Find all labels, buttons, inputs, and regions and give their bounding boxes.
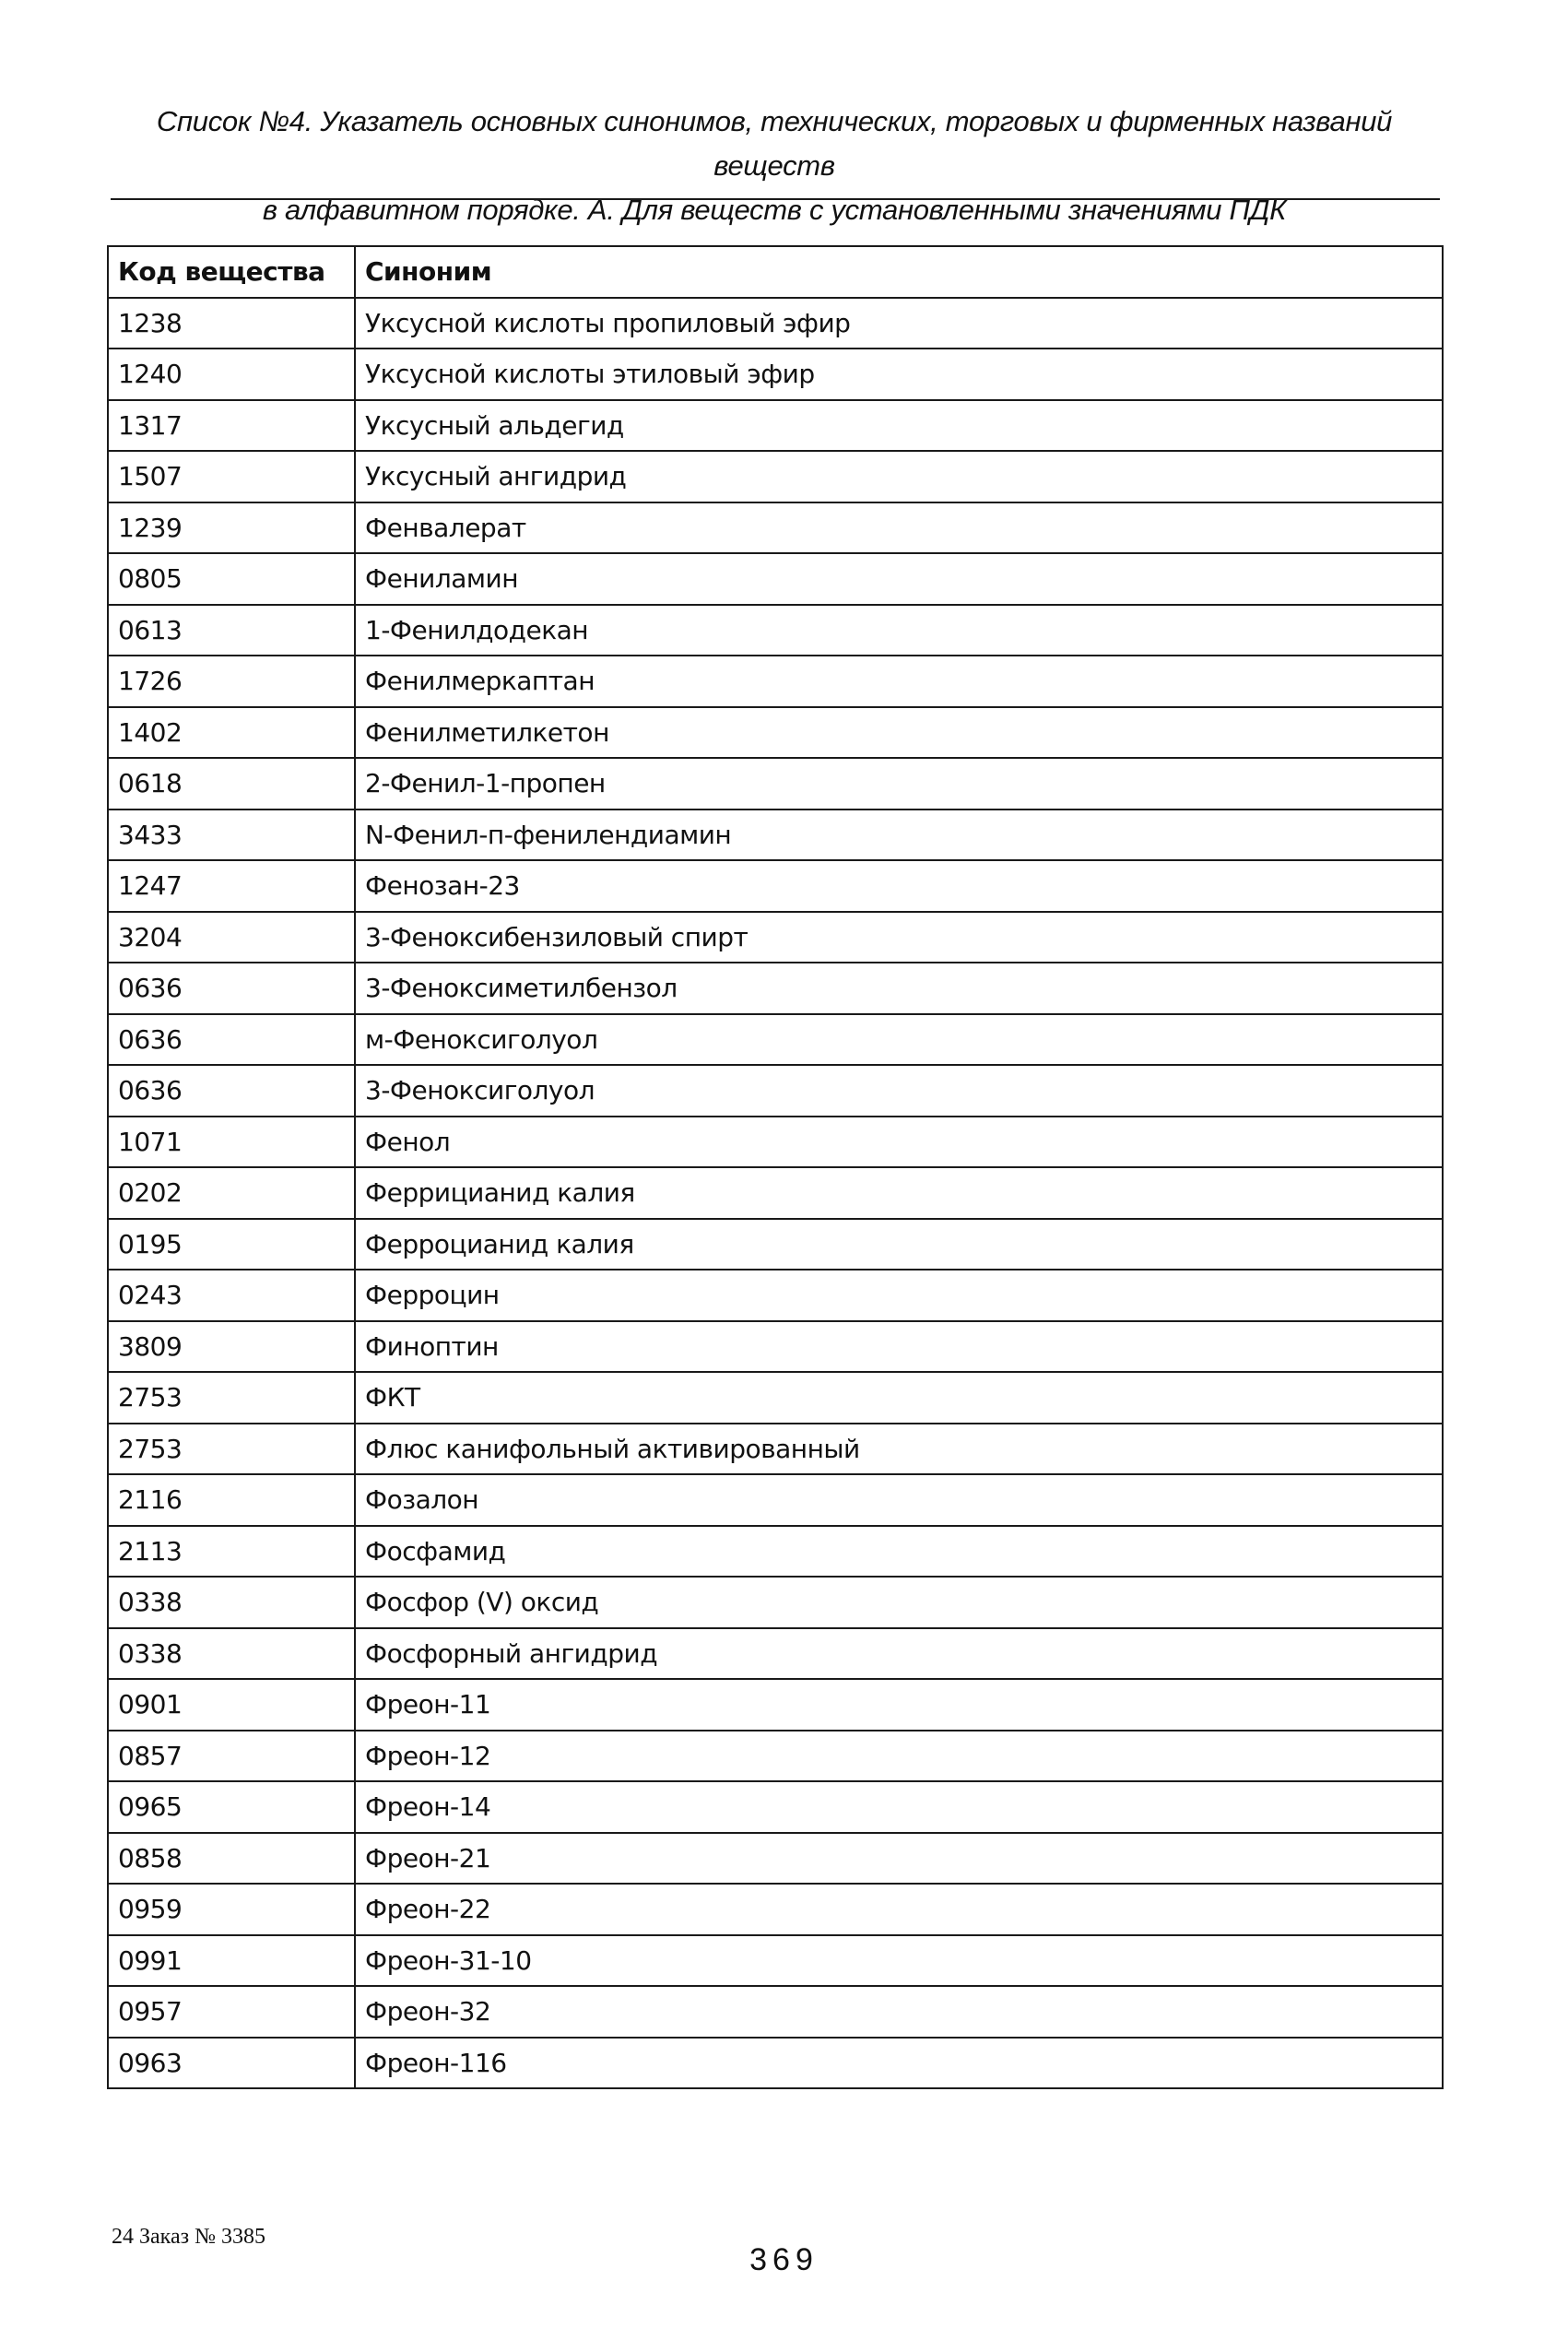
column-header-code: Код вещества: [108, 246, 355, 298]
table-row: [108, 1167, 1443, 1219]
synonym-cell: Фреон-12: [355, 1731, 1443, 1782]
substance-code-cell: 0901: [108, 1679, 355, 1731]
substance-code-cell: 0959: [108, 1884, 355, 1935]
substance-code-cell: 0636: [108, 963, 355, 1014]
synonym-cell: Фозалон: [355, 1474, 1443, 1526]
substance-code-cell: 1240: [108, 349, 355, 400]
synonym-cell: Фосфорный ангидрид: [355, 1628, 1443, 1680]
table-row: [108, 400, 1443, 452]
substance-code-cell: 0636: [108, 1014, 355, 1066]
table-row: [108, 1884, 1443, 1935]
table-row: [108, 1628, 1443, 1680]
header-line-1: Список №4. Указатель основных синонимов, технических, торговых и фирменных названий веществ: [156, 105, 1393, 182]
substance-code-cell: 0636: [108, 1065, 355, 1117]
table-row: [108, 1424, 1443, 1475]
substance-code-cell: 1239: [108, 502, 355, 554]
table-row: [108, 1577, 1443, 1628]
synonym-cell: Фреон-11: [355, 1679, 1443, 1731]
substance-code-cell: 0963: [108, 2038, 355, 2089]
synonym-cell: Фреон-14: [355, 1781, 1443, 1833]
substance-code-cell: 2753: [108, 1372, 355, 1424]
table-row: [108, 605, 1443, 656]
synonym-cell: Флюс канифольный активированный: [355, 1424, 1443, 1475]
synonym-cell: 3-Феноксиголуол: [355, 1065, 1443, 1117]
table-row: [108, 2038, 1443, 2089]
table-row: [108, 1321, 1443, 1373]
table-row: [108, 912, 1443, 963]
header-line-2: в алфавитном порядке. А. Для веществ с установленными значениями ПДК: [262, 194, 1287, 226]
synonym-cell: Уксусной кислоты пропиловый эфир: [355, 298, 1443, 349]
synonym-cell: Фенол: [355, 1117, 1443, 1168]
synonym-cell: Фенилмеркаптан: [355, 656, 1443, 707]
synonym-cell: N-Фенил-п-фенилендиамин: [355, 810, 1443, 861]
table-row: [108, 1935, 1443, 1987]
substance-code-cell: 1317: [108, 400, 355, 452]
substance-code-cell: 2113: [108, 1526, 355, 1578]
substance-code-cell: 0618: [108, 758, 355, 810]
table-row: [108, 1679, 1443, 1731]
table-row: [108, 1065, 1443, 1117]
substance-code-cell: 0991: [108, 1935, 355, 1987]
synonym-cell: Фениламин: [355, 553, 1443, 605]
substance-code-cell: 0202: [108, 1167, 355, 1219]
synonym-cell: Уксусной кислоты этиловый эфир: [355, 349, 1443, 400]
synonym-cell: Фенвалерат: [355, 502, 1443, 554]
synonym-cell: Фреон-116: [355, 2038, 1443, 2089]
synonym-cell: Ферроцианид калия: [355, 1219, 1443, 1270]
substance-code-cell: 1402: [108, 707, 355, 759]
synonym-cell: Финоптин: [355, 1321, 1443, 1373]
order-note: 24 Заказ № 3385: [112, 2225, 266, 2249]
table-body: [108, 298, 1443, 2089]
synonym-cell: Уксусный альдегид: [355, 400, 1443, 452]
table-row: [108, 1117, 1443, 1168]
table-row: [108, 656, 1443, 707]
substance-code-cell: 3433: [108, 810, 355, 861]
substance-code-cell: 0805: [108, 553, 355, 605]
substance-code-cell: 1507: [108, 451, 355, 502]
table-row: [108, 451, 1443, 502]
substance-code-cell: 0338: [108, 1577, 355, 1628]
page-number: 369: [749, 2242, 819, 2277]
substance-code-cell: 3809: [108, 1321, 355, 1373]
synonym-cell: 1-Фенилдодекан: [355, 605, 1443, 656]
table-row: [108, 349, 1443, 400]
table-row: [108, 1219, 1443, 1270]
table-row: [108, 298, 1443, 349]
table-row: [108, 1731, 1443, 1782]
substance-code-cell: 0243: [108, 1270, 355, 1321]
substance-code-cell: 1247: [108, 860, 355, 912]
synonym-table: [107, 245, 1444, 2089]
substance-code-cell: 0858: [108, 1833, 355, 1885]
synonym-cell: Фреон-32: [355, 1986, 1443, 2038]
table-row: [108, 1833, 1443, 1885]
synonym-cell: ФКТ: [355, 1372, 1443, 1424]
substance-code-cell: 1238: [108, 298, 355, 349]
table-row: [108, 963, 1443, 1014]
substance-code-cell: 2116: [108, 1474, 355, 1526]
substance-code-cell: 0957: [108, 1986, 355, 2038]
synonym-cell: 2-Фенил-1-пропен: [355, 758, 1443, 810]
table-row: [108, 1526, 1443, 1578]
table-row: [108, 1474, 1443, 1526]
synonym-cell: м-Феноксиголуол: [355, 1014, 1443, 1066]
synonym-cell: Ферроцин: [355, 1270, 1443, 1321]
substance-code-cell: 0613: [108, 605, 355, 656]
synonym-cell: Фенозан-23: [355, 860, 1443, 912]
substance-code-cell: 0338: [108, 1628, 355, 1680]
synonym-cell: Фосфамид: [355, 1526, 1443, 1578]
table-header-row: [108, 246, 1443, 298]
table-row: [108, 860, 1443, 912]
substance-code-cell: 0965: [108, 1781, 355, 1833]
column-header-synonym: Синоним: [355, 246, 1443, 298]
synonym-cell: Уксусный ангидрид: [355, 451, 1443, 502]
table-row: [108, 553, 1443, 605]
substance-code-cell: 0195: [108, 1219, 355, 1270]
synonym-cell: 3-Феноксибензиловый спирт: [355, 912, 1443, 963]
synonym-cell: Фреон-22: [355, 1884, 1443, 1935]
table-row: [108, 1270, 1443, 1321]
synonym-cell: Фенилметилкетон: [355, 707, 1443, 759]
substance-code-cell: 1071: [108, 1117, 355, 1168]
substance-code-cell: 1726: [108, 656, 355, 707]
synonym-cell: Фреон-21: [355, 1833, 1443, 1885]
substance-code-cell: 3204: [108, 912, 355, 963]
synonym-cell: Фосфор (V) оксид: [355, 1577, 1443, 1628]
table-row: [108, 810, 1443, 861]
substance-code-cell: 0857: [108, 1731, 355, 1782]
table-row: [108, 1372, 1443, 1424]
header-divider: [111, 198, 1440, 200]
synonym-cell: Фреон-31-10: [355, 1935, 1443, 1987]
table-row: [108, 502, 1443, 554]
table-row: [108, 1781, 1443, 1833]
table-row: [108, 758, 1443, 810]
table-row: [108, 1986, 1443, 2038]
synonym-cell: 3-Феноксиметилбензол: [355, 963, 1443, 1014]
table-row: [108, 707, 1443, 759]
page-header: [111, 100, 1438, 232]
substance-code-cell: 2753: [108, 1424, 355, 1475]
synonym-cell: Феррицианид калия: [355, 1167, 1443, 1219]
table-row: [108, 1014, 1443, 1066]
